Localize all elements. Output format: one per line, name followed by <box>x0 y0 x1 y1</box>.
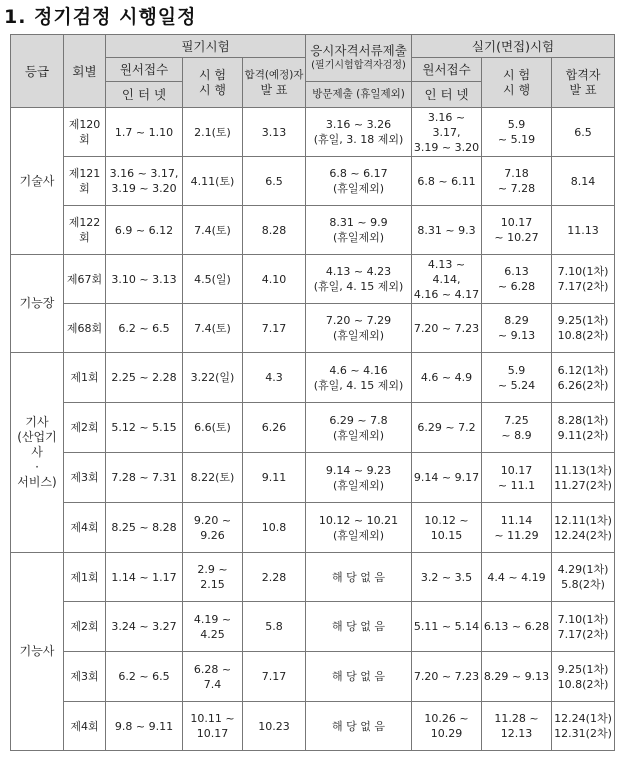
practical-pass-date-line: 11.13(1차) <box>554 463 612 477</box>
pass-date-line: 3.13 <box>261 125 287 139</box>
practical-pass-date-line: 12.11(1차) <box>554 513 612 527</box>
practical-exam-date-cell <box>482 157 552 206</box>
doc-submit-date-line: 6.8 ~ 6.17 <box>329 167 388 180</box>
application-date-line: 8.25 ~ 8.28 <box>111 521 177 534</box>
practical-exam-date-line: 4.4 ~ 4.19 <box>487 570 546 584</box>
practical-pass-date-cell <box>552 453 615 503</box>
exam-date-line: 8.22(토) <box>190 471 235 484</box>
doc-submit-date-line: 해 당 없 음 <box>332 570 386 584</box>
practical-exam-date-line: 6.13 ~ 6.28 <box>483 620 550 633</box>
practical-pass-date-line: 8.28(1차) <box>557 413 609 427</box>
application-date-line: 3.19 ~ 3.20 <box>111 182 177 195</box>
practical-pass-date-cell <box>552 304 615 353</box>
doc-submit-date-line: (휴일제외) <box>332 428 385 442</box>
exam-date-line: 7.4(토) <box>194 321 231 335</box>
pass-date-cell <box>243 157 306 206</box>
application-date-line: 6.2 ~ 6.5 <box>118 321 170 335</box>
practical-exam-date-line: 5.9 <box>507 363 526 377</box>
practical-pass-date-cell <box>552 206 615 255</box>
table-row <box>11 652 615 702</box>
application-date-cell <box>106 108 183 157</box>
doc-submit-date-line: 7.20 ~ 7.29 <box>325 314 392 327</box>
exam-date-cell <box>183 353 243 403</box>
doc-submit-date-line: (휴일제외) <box>332 528 385 542</box>
table-row <box>11 304 615 353</box>
practical-exam-date-line: ~ 8.9 <box>501 428 532 442</box>
application-date-line: 3.10 ~ 3.13 <box>111 272 177 286</box>
grade-label-line: 서비스) <box>17 475 57 489</box>
exam-date-cell <box>183 553 243 602</box>
application-date-line: 3.24 ~ 3.27 <box>111 620 177 633</box>
practical-pass-date-line: 12.24(2차) <box>554 528 612 542</box>
cut-off-footnote <box>40 752 600 762</box>
practical-pass-date-line: 7.10(1차) <box>557 265 609 278</box>
round-cell: 제121회 <box>64 157 106 206</box>
round-cell: 제2회 <box>64 602 106 652</box>
practical-exam-date-line: ~ 9.13 <box>497 329 536 342</box>
header-written-exam: 필기시험 <box>106 35 306 58</box>
doc-submit-date-cell <box>306 702 412 751</box>
doc-submit-date-line: (휴일제외) <box>332 329 385 342</box>
exam-date-line: 3.22(일) <box>190 371 235 384</box>
header-practical-exam: 실기(면접)시험 <box>412 35 615 58</box>
header-exam-line1: 시 험 <box>199 67 226 82</box>
practical-application-date-cell <box>412 602 482 652</box>
practical-pass-date-line: 7.10(1차) <box>557 612 609 626</box>
practical-pass-date-line: 11.13 <box>567 223 599 237</box>
exam-date-cell <box>183 206 243 255</box>
round-cell: 제67회 <box>64 255 106 304</box>
pass-date-line: 5.8 <box>265 620 283 633</box>
doc-submit-date-cell <box>306 108 412 157</box>
practical-exam-date-cell <box>482 255 552 304</box>
pass-date-line: 10.8 <box>261 521 287 534</box>
practical-exam-date-cell <box>482 353 552 403</box>
practical-pass-date-line: 4.29(1차) <box>557 563 609 576</box>
practical-pass-date-cell <box>552 503 615 553</box>
application-date-cell <box>106 206 183 255</box>
practical-exam-date-line: 7.25 <box>504 413 529 427</box>
practical-pass-date-line: 6.26(2차) <box>557 378 609 392</box>
application-date-cell <box>106 403 183 453</box>
practical-pass-date-line: 7.17(2차) <box>557 280 609 293</box>
table-row <box>11 157 615 206</box>
header-practical-application: 원서접수 <box>412 58 482 82</box>
practical-exam-date-line: 10.17 <box>500 216 533 229</box>
doc-submit-date-line: 해 당 없 음 <box>332 670 386 683</box>
practical-exam-date-cell <box>482 553 552 602</box>
practical-pass-date-line: 9.25(1차) <box>557 662 609 676</box>
table-row <box>11 702 615 751</box>
header-pass-announce <box>243 58 306 108</box>
application-date-cell <box>106 602 183 652</box>
practical-application-date-line: 4.16 ~ 4.17 <box>413 287 480 301</box>
exam-date-cell <box>183 304 243 353</box>
doc-submit-date-cell <box>306 403 412 453</box>
exam-date-cell <box>183 453 243 503</box>
doc-submit-date-line: 3.16 ~ 3.26 <box>325 118 392 131</box>
application-date-cell <box>106 353 183 403</box>
practical-exam-date-cell <box>482 403 552 453</box>
exam-date-cell <box>183 503 243 553</box>
practical-exam-date-line: 6.13 <box>504 265 529 278</box>
practical-exam-date-line: 5.9 <box>507 118 526 131</box>
grade-label-line: · <box>35 460 39 474</box>
header-practical-exam-date <box>482 58 552 108</box>
practical-exam-date-line: ~ 6.28 <box>497 280 536 293</box>
doc-submit-date-cell <box>306 453 412 503</box>
application-date-cell <box>106 453 183 503</box>
pass-date-cell <box>243 255 306 304</box>
practical-exam-date-cell <box>482 206 552 255</box>
application-date-cell <box>106 304 183 353</box>
practical-exam-date-cell <box>482 503 552 553</box>
pass-date-cell <box>243 304 306 353</box>
practical-application-date-line: 3.16 ~ 3.17, <box>427 110 466 139</box>
practical-application-date-cell <box>412 553 482 602</box>
doc-submit-date-line: (휴일제외) <box>332 478 385 492</box>
practical-pass-date-line: 7.17(2차) <box>557 627 609 641</box>
application-date-cell <box>106 702 183 751</box>
practical-application-date-line: 6.8 ~ 6.11 <box>417 174 476 188</box>
round-cell: 제1회 <box>64 553 106 602</box>
practical-exam-date-cell <box>482 652 552 702</box>
practical-application-date-line: 4.13 ~ 4.14, <box>427 257 466 286</box>
pass-date-cell <box>243 702 306 751</box>
practical-pass-date-cell <box>552 602 615 652</box>
practical-application-date-line: 3.19 ~ 3.20 <box>413 140 480 154</box>
table-row <box>11 602 615 652</box>
header-practical-internet: 인 터 넷 <box>412 82 482 108</box>
exam-date-cell <box>183 108 243 157</box>
practical-exam-date-line: 7.18 <box>504 167 529 180</box>
practical-application-date-line: 6.29 ~ 7.2 <box>417 421 476 434</box>
pass-date-cell <box>243 553 306 602</box>
application-date-line: 7.28 ~ 7.31 <box>111 471 177 484</box>
practical-application-date-line: 9.14 ~ 9.17 <box>413 471 480 484</box>
practical-pass-date-cell <box>552 403 615 453</box>
round-cell: 제122회 <box>64 206 106 255</box>
exam-date-line: 9.20 ~ <box>193 513 232 527</box>
practical-application-date-line: 10.12 ~ 10.15 <box>424 513 469 542</box>
grade-cell: 기능장 <box>11 255 64 353</box>
doc-submit-date-line: 9.14 ~ 9.23 <box>325 463 392 477</box>
application-date-line: 3.16 ~ 3.17, <box>109 167 179 180</box>
application-date-cell <box>106 553 183 602</box>
exam-date-line: 2.9 ~ 2.15 <box>197 563 228 591</box>
exam-date-line: 6.6(토) <box>194 421 231 434</box>
exam-date-line: 10.11 ~ 10.17 <box>190 712 235 740</box>
application-date-line: 1.14 ~ 1.17 <box>111 570 177 584</box>
header-doc-submit-note: (필기시험합격자검정) <box>311 60 406 71</box>
exam-date-cell <box>183 255 243 304</box>
table-row <box>11 453 615 503</box>
header-application: 원서접수 <box>106 58 183 82</box>
page-title: 1. 정기검정 시행일정 <box>4 6 197 28</box>
practical-application-date-line: 7.20 ~ 7.23 <box>413 670 480 683</box>
practical-exam-date-line: 8.29 ~ 9.13 <box>483 670 550 683</box>
table-row <box>11 553 615 602</box>
grade-cell <box>11 353 64 553</box>
exam-date-cell <box>183 702 243 751</box>
table-row <box>11 108 615 157</box>
practical-exam-date-line: 11.28 ~ 12.13 <box>494 712 539 740</box>
practical-application-date-line: 10.26 ~ 10.29 <box>424 712 469 740</box>
doc-submit-date-line: (휴일제외) <box>332 231 385 244</box>
application-date-cell <box>106 157 183 206</box>
round-cell: 제4회 <box>64 702 106 751</box>
round-cell: 제2회 <box>64 403 106 453</box>
header-p-pass-line1: 합격자 <box>565 67 601 82</box>
doc-submit-date-line: (휴일, 3. 18 제외) <box>313 133 404 146</box>
application-date-cell <box>106 503 183 553</box>
practical-pass-date-line: 11.27(2차) <box>554 478 612 492</box>
practical-exam-date-cell <box>482 602 552 652</box>
grade-cell: 기술사 <box>11 108 64 255</box>
pass-date-line: 9.11 <box>261 471 287 484</box>
doc-submit-date-cell <box>306 304 412 353</box>
exam-date-line: 7.4(토) <box>194 223 231 237</box>
schedule-body <box>11 108 615 751</box>
practical-application-date-cell <box>412 255 482 304</box>
doc-submit-date-line: 4.6 ~ 4.16 <box>329 363 388 377</box>
doc-submit-date-cell <box>306 353 412 403</box>
doc-submit-date-line: 4.13 ~ 4.23 <box>325 265 392 278</box>
practical-application-date-cell <box>412 157 482 206</box>
exam-date-line: 9.26 <box>200 528 225 542</box>
doc-submit-date-cell <box>306 255 412 304</box>
doc-submit-date-line: 해 당 없 음 <box>332 719 386 733</box>
practical-pass-date-line: 10.8(2차) <box>557 677 609 691</box>
round-cell: 제68회 <box>64 304 106 353</box>
header-pass-line1: 합격(예정)자 <box>244 68 304 81</box>
practical-application-date-line: 3.2 ~ 3.5 <box>420 570 473 584</box>
table-row <box>11 403 615 453</box>
pass-date-cell <box>243 206 306 255</box>
practical-pass-date-cell <box>552 353 615 403</box>
pass-date-line: 7.17 <box>261 321 287 335</box>
application-date-line: 2.25 ~ 2.28 <box>111 371 177 384</box>
round-cell: 제3회 <box>64 652 106 702</box>
pass-date-line: 10.23 <box>258 719 290 733</box>
header-exam-line2: 시 행 <box>199 82 226 97</box>
round-cell: 제3회 <box>64 453 106 503</box>
practical-application-date-cell <box>412 702 482 751</box>
practical-pass-date-line: 5.8(2차) <box>561 578 605 591</box>
exam-date-line: 6.28 ~ 7.4 <box>193 662 232 691</box>
practical-application-date-cell <box>412 353 482 403</box>
practical-application-date-cell <box>412 453 482 503</box>
practical-exam-date-line: ~ 5.19 <box>497 133 536 146</box>
pass-date-line: 7.17 <box>261 670 287 683</box>
pass-date-cell <box>243 503 306 553</box>
practical-pass-date-cell <box>552 553 615 602</box>
header-visit-submit: 방문제출 (휴일제외) <box>306 82 412 108</box>
pass-date-cell <box>243 108 306 157</box>
application-date-line: 9.8 ~ 9.11 <box>114 719 174 733</box>
grade-label-line: (산업기사 <box>17 430 57 459</box>
practical-exam-date-line: ~ 7.28 <box>497 182 536 195</box>
practical-application-date-cell <box>412 403 482 453</box>
exam-date-line: 2.1(토) <box>194 125 231 139</box>
pass-date-line: 6.5 <box>265 174 283 188</box>
doc-submit-date-cell <box>306 553 412 602</box>
practical-pass-date-line: 9.11(2차) <box>557 428 609 442</box>
practical-application-date-line: 7.20 ~ 7.23 <box>413 321 480 335</box>
application-date-line: 6.9 ~ 6.12 <box>114 223 174 237</box>
table-row <box>11 503 615 553</box>
doc-submit-date-cell <box>306 503 412 553</box>
header-internet: 인 터 넷 <box>106 82 183 108</box>
exam-date-cell <box>183 602 243 652</box>
practical-exam-date-cell <box>482 108 552 157</box>
practical-pass-date-cell <box>552 702 615 751</box>
practical-application-date-cell <box>412 304 482 353</box>
doc-submit-date-cell <box>306 652 412 702</box>
practical-application-date-cell <box>412 503 482 553</box>
doc-submit-date-cell <box>306 602 412 652</box>
application-date-line: 6.2 ~ 6.5 <box>118 670 170 683</box>
practical-pass-date-line: 9.25(1차) <box>557 314 609 327</box>
pass-date-cell <box>243 403 306 453</box>
doc-submit-date-line: (휴일, 4. 15 제외) <box>313 280 404 293</box>
practical-pass-date-cell <box>552 652 615 702</box>
header-practical-pass <box>552 58 615 108</box>
header-round: 회별 <box>64 35 106 108</box>
exam-date-line: 4.11(토) <box>190 174 235 188</box>
round-cell: 제1회 <box>64 353 106 403</box>
pass-date-cell <box>243 353 306 403</box>
practical-pass-date-line: 10.8(2차) <box>557 329 609 342</box>
practical-pass-date-line: 6.12(1차) <box>557 363 609 377</box>
header-exam <box>183 58 243 108</box>
practical-exam-date-line: 10.17 <box>500 463 533 477</box>
exam-date-line: 4.19 ~ 4.25 <box>193 612 232 641</box>
grade-label-line: 기사 <box>25 415 49 429</box>
round-cell: 제4회 <box>64 503 106 553</box>
pass-date-cell <box>243 453 306 503</box>
practical-exam-date-line: 8.29 <box>504 314 529 327</box>
pass-date-line: 6.26 <box>261 421 287 434</box>
doc-submit-date-line: 8.31 ~ 9.9 <box>329 216 388 229</box>
schedule-table <box>10 34 615 751</box>
practical-exam-date-line: ~ 5.24 <box>497 378 536 392</box>
pass-date-cell <box>243 602 306 652</box>
header-doc-submit <box>306 35 412 82</box>
header-p-pass-line2: 발 표 <box>569 82 597 97</box>
practical-pass-date-line: 8.14 <box>570 174 596 188</box>
application-date-cell <box>106 652 183 702</box>
pass-date-line: 4.10 <box>261 272 287 286</box>
header-doc-submit-label: 응시자격서류제출 <box>310 43 407 58</box>
pass-date-cell <box>243 652 306 702</box>
header-pass-line2: 발 표 <box>260 82 288 97</box>
exam-date-line: 4.5(일) <box>194 272 231 286</box>
practical-application-date-line: 5.11 ~ 5.14 <box>413 620 480 633</box>
practical-pass-date-cell <box>552 157 615 206</box>
doc-submit-date-line: 해 당 없 음 <box>332 620 386 633</box>
practical-application-date-line: 4.6 ~ 4.9 <box>420 371 473 384</box>
round-cell: 제120회 <box>64 108 106 157</box>
practical-pass-date-line: 12.31(2차) <box>554 727 612 740</box>
table-row <box>11 206 615 255</box>
exam-date-cell <box>183 403 243 453</box>
practical-exam-date-line: ~ 11.29 <box>494 528 539 542</box>
practical-exam-date-line: ~ 10.27 <box>494 231 539 244</box>
practical-exam-date-cell <box>482 702 552 751</box>
practical-application-date-cell <box>412 206 482 255</box>
application-date-cell <box>106 255 183 304</box>
practical-pass-date-line: 6.5 <box>574 125 592 139</box>
doc-submit-date-line: 6.29 ~ 7.8 <box>329 413 388 427</box>
header-p-exam-line2: 시 행 <box>503 82 531 97</box>
practical-pass-date-cell <box>552 108 615 157</box>
header-p-exam-line1: 시 험 <box>503 67 531 82</box>
practical-application-date-cell <box>412 108 482 157</box>
practical-application-date-line: 8.31 ~ 9.3 <box>417 223 476 237</box>
pass-date-line: 2.28 <box>261 570 287 584</box>
table-row <box>11 255 615 304</box>
practical-application-date-cell <box>412 652 482 702</box>
doc-submit-date-line: (휴일, 4. 15 제외) <box>313 378 404 392</box>
application-date-line: 1.7 ~ 1.10 <box>114 125 174 139</box>
practical-pass-date-line: 12.24(1차) <box>554 712 612 725</box>
practical-exam-date-cell <box>482 453 552 503</box>
grade-cell: 기능사 <box>11 553 64 751</box>
pass-date-line: 8.28 <box>261 223 287 237</box>
doc-submit-date-line: 10.12 ~ 10.21 <box>318 513 399 527</box>
practical-exam-date-line: ~ 11.1 <box>497 478 536 492</box>
doc-submit-date-line: (휴일제외) <box>332 182 385 195</box>
header-grade: 등급 <box>11 35 64 108</box>
table-row <box>11 353 615 403</box>
doc-submit-date-cell <box>306 206 412 255</box>
application-date-line: 5.12 ~ 5.15 <box>111 421 177 434</box>
doc-submit-date-cell <box>306 157 412 206</box>
exam-date-cell <box>183 157 243 206</box>
exam-date-cell <box>183 652 243 702</box>
practical-exam-date-line: 11.14 <box>500 513 533 527</box>
pass-date-line: 4.3 <box>265 371 283 384</box>
practical-pass-date-cell <box>552 255 615 304</box>
practical-exam-date-cell <box>482 304 552 353</box>
